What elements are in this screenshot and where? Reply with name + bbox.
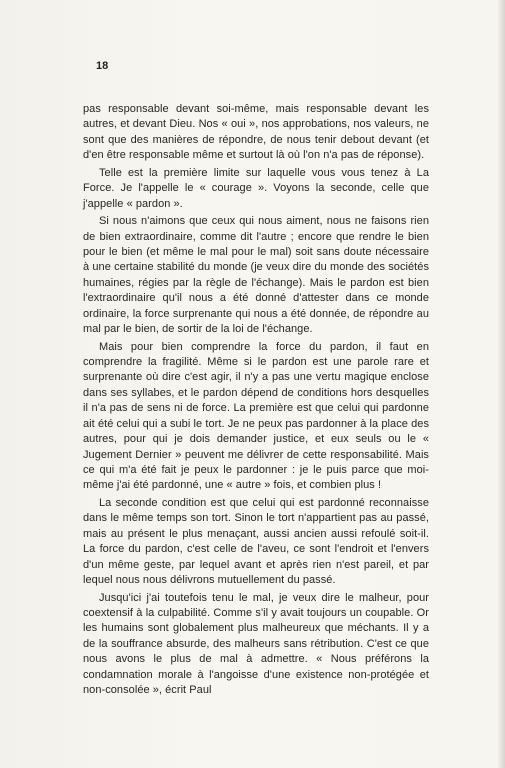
paragraph-1: pas responsable devant soi-même, mais responsable devant les autres, et devant Dieu. Nos « oui », nos approbations, nos valeurs, ne sont que des manières de répondre, de nous tenir debout devant (et d'en être responsable même et surtout là où l'on n'a pas de réponse). [83,103,429,162]
paragraph-5: La seconde condition est que celui qui est pardonné reconnaisse dans le même temps son tort. Sinon le tort n'appartient pas au passé, mais au présent le plus menaçant, aussi ancien aussi refoulé soit-il. La force du pardon, c'est celle de l'aveu, ce sont l'endroit et l'envers d'un même geste, par lequel avant et après rien n'est pareil, et par lequel nous nous délivrons mutuellement du passé. [83,496,429,586]
page-number: 18 [96,60,109,72]
paragraph-6: Jusqu'ici j'ai toutefois tenu le mal, je veux dire le malheur, pour coextensif à la culpabilité. Comme s'il y avait toujours un coupable. Or les humains sont globalement plus malheureux que méchants. Il y a de la souffrance absurde, des malheurs sans rétribution. C'est ce que nous avons le plus de mal à admettre. « Nous préférons la condamnation morale à l'angoisse d'une existence non-protégée et non-consolée », écrit Paul [83,591,429,696]
body-text [83,102,429,701]
paragraph-3: Si nous n'aimons que ceux qui nous aiment, nous ne faisons rien de bien extraordinaire, comme dit l'autre ; encore que rendre le bien pour le bien (et même le mal pour le mal) soit sans doute nécessaire à une certaine stabilité du monde (je veux dire du monde des sociétés humaines, régies par la règle de l'échange). Mais le pardon est bien l'extraordinaire qu'il nous a été donné d'attester dans ce monde ordinaire, la force surprenante qui nous a été donnée, de répondre au mal par le bien, de sortir de la loi de l'échange. [83,215,429,336]
page-edge-shadow [497,0,505,768]
paragraph-2: Telle est la première limite sur laquelle vous vous tenez à La Force. Je l'appelle le « courage ». Voyons la seconde, celle que j'appelle « pardon ». [83,166,429,210]
paragraph-4: Mais pour bien comprendre la force du pardon, il faut en comprendre la fragilité. Même si le pardon est une parole rare et surprenante où dire c'est agir, il n'y a pas une vertu magique enclose dans ses syllabes, et le pardon dépend de conditions hors desquelles il n'a pas de sens ni de force. La première est que celui qui pardonne ait été celui qui a subi le tort. Je ne peux pas pardonner à la place des autres, pour qui je dois demander justice, et eux seuls ou le « Jugement Dernier » peuvent me délivrer de cette responsabilité. Mais ce qui m'a été fait je peux le pardonner : je le puis parce que moi-même j'ai été pardonné, une « autre » fois, et combien plus ! [83,340,429,492]
